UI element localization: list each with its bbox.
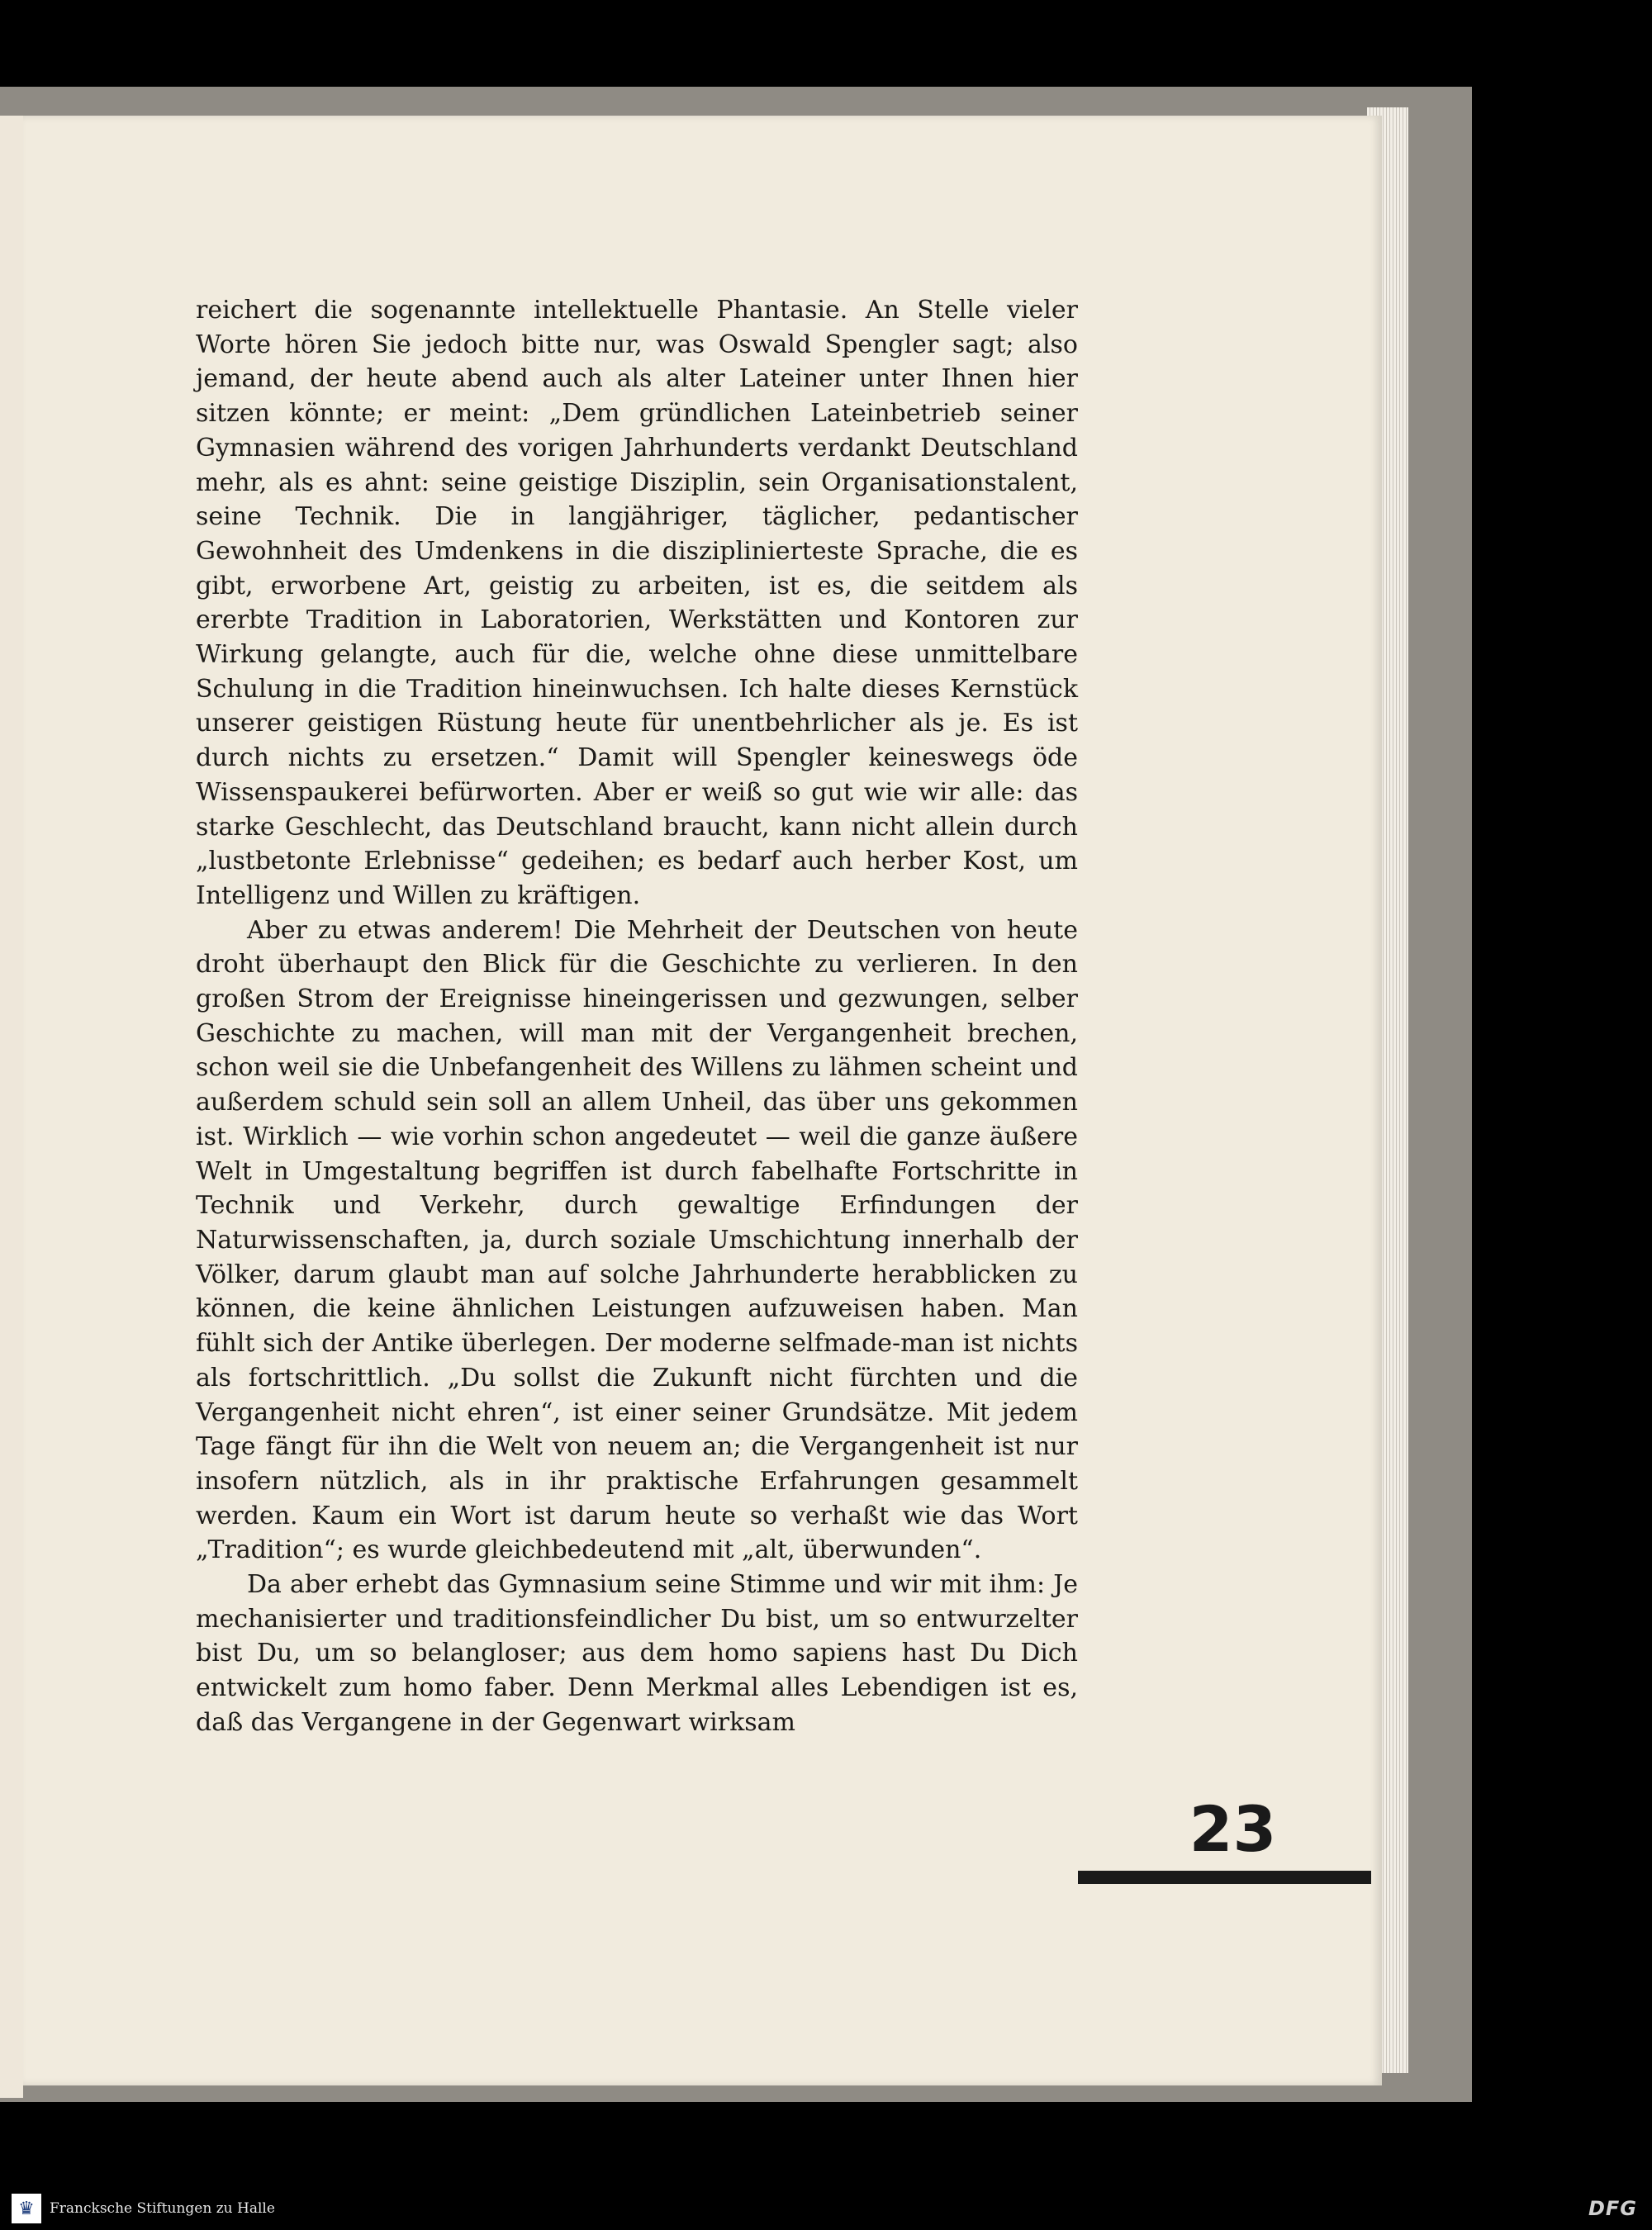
dfg-badge: DFG	[1588, 2197, 1637, 2220]
page-number: 23	[1189, 1792, 1277, 1866]
institution-label: Francksche Stiftungen zu Halle	[50, 2200, 275, 2217]
page-body-text	[196, 293, 1078, 1740]
facing-page-edge	[0, 116, 23, 2098]
page-number-rule	[1078, 1871, 1371, 1884]
footer-bar	[0, 2189, 1652, 2230]
paragraph-2: Aber zu etwas anderem! Die Mehrheit der Deutschen von heute droht überhaupt den Blick für die Geschichte zu verlieren. In den großen Strom der Ereignisse hineingerissen und gezwungen, selber Geschichte zu machen, will man mit der Vergangenheit brechen, schon weil sie die Unbefangenheit des Willens zu lähmen scheint und außerdem schuld sein soll an allem Unheil, das über uns gekommen ist. Wirklich — wie vorhin schon angedeutet — weil die ganze äußere Welt in Umgestaltung begriffen ist durch fabelhafte Fortschritte in Technik und Verkehr, durch gewaltige Erfindungen der Naturwissenschaften, ja, durch soziale Umschichtung innerhalb der Völker, darum glaubt man auf solche Jahrhunderte herabblicken zu können, die keine ähnlichen Leistungen aufzuweisen haben. Man fühlt sich der Antike überlegen. Der moderne selfmade-man ist nichts als fortschrittlich. „Du sollst die Zukunft nicht fürchten und die Vergangenheit nicht ehren“, ist einer seiner Grundsätze. Mit jedem Tage fängt für ihn die Welt von neuem an; die Vergangenheit ist nur insofern nützlich, als in ihr praktische Erfahrungen gesammelt werden. Kaum ein Wort ist darum heute so verhaßt wie das Wort „Tradition“; es wurde gleichbedeutend mit „alt, überwunden“.	[196, 915, 1078, 1565]
paragraph-1: reichert die sogenannte intellektuelle Phantasie. An Stelle vieler Worte hören Sie jedoch bitte nur, was Oswald Spengler sagt; also jemand, der heute abend auch als alter Lateiner unter Ihnen hier sitzen könnte; er meint: „Dem gründlichen Lateinbetrieb seiner Gymnasien während des vorigen Jahrhunderts verdankt Deutschland mehr, als es ahnt: seine geistige Disziplin, sein Organisationstalent, seine Technik. Die in langjähriger, täglicher, pedantischer Gewohnheit des Umdenkens in die disziplinierteste Sprache, die es gibt, erworbene Art, geistig zu arbeiten, ist es, die seitdem als ererbte Tradition in Laboratorien, Werkstätten und Kontoren zur Wirkung gelangte, auch für die, welche ohne diese unmittelbare Schulung in die Tradition hineinwuchsen. Ich halte dieses Kernstück unserer geistigen Rüstung heute für unentbehrlicher als je. Es ist durch nichts zu ersetzen.“ Damit will Spengler keineswegs öde Wissenspaukerei befürworten. Aber er weiß so gut wie wir alle: das starke Geschlecht, das Deutschland braucht, kann nicht allein durch „lustbetonte Erlebnisse“ gedeihen; es bedarf auch herber Kost, um Intelligenz und Willen zu kräftigen.	[196, 296, 1078, 910]
paragraph-3: Da aber erhebt das Gymnasium seine Stimme und wir mit ihm: Je mechanisierter und traditionsfeindlicher Du bist, um so entwurzelter bist Du, um so belangloser; aus dem homo sapiens hast Du Dich entwickelt zum homo faber. Denn Merkmal alles Lebendigen ist es, daß das Vergangene in der Gegenwart wirksam	[196, 1570, 1078, 1737]
institution-logo-icon: ♛	[12, 2194, 41, 2223]
